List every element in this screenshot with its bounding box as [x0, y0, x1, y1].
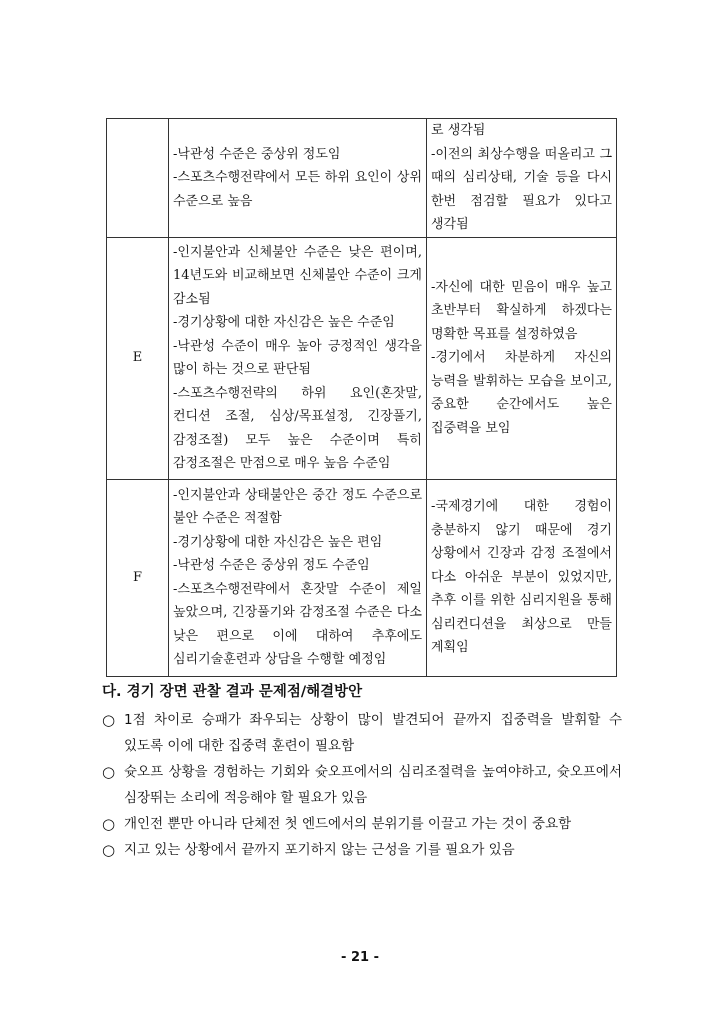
list-item — [102, 837, 622, 863]
list-item-text: 슛오프 상황을 경험하는 기회와 슛오프에서의 심리조절력을 높여야하고, 슛오프에서 심장뛰는 소리에 적응해야 할 필요가 있음 — [124, 764, 622, 806]
table-row — [107, 479, 617, 676]
analysis-line: -경기상황에 대한 자신감은 높은 수준임 — [173, 315, 395, 330]
analysis-line: -인지불안과 신체불안 수준은 낮은 편이며, 14년도와 비교해보면 신체불안 수준이 크게 감소됨 — [173, 244, 422, 307]
list-item-text: 개인전 뿐만 아니라 단체전 첫 엔드에서의 분위기를 이끌고 가는 것이 중요함 — [124, 816, 572, 832]
list-item-text: 1점 차이로 승패가 좌우되는 상황이 많이 발견되어 끝까지 집중력을 발휘할 수 있도록 이에 대한 집중력 훈련이 필요함 — [124, 712, 622, 754]
circle-bullet-icon: ○ — [102, 841, 116, 859]
list-item — [102, 707, 622, 759]
evaluation-table — [106, 118, 617, 677]
circle-bullet-icon: ○ — [102, 815, 116, 833]
section-title: 다. 경기 장면 관찰 결과 문제점/해결방안 — [102, 684, 363, 700]
list-item — [102, 811, 622, 837]
analysis-line: -경기상황에 대한 자신감은 높은 편임 — [173, 534, 383, 550]
grade-cell: F — [107, 479, 169, 676]
page-number: - 21 - — [341, 950, 379, 965]
analysis-line: -스포츠수행전략에서 모든 하위 요인이 상위 수준으로 높음 — [173, 170, 422, 209]
analysis-line: -낙관성 수준은 중상위 정도 수준임 — [173, 558, 370, 573]
comment-line: -자신에 대한 믿음이 매우 높고 초반부터 확실하게 하겠다는 명확한 목표를 설정하였음 — [431, 279, 612, 342]
table-row — [107, 119, 617, 238]
grade-cell — [107, 119, 169, 238]
circle-bullet-icon: ○ — [102, 763, 116, 781]
comment-cell — [427, 119, 617, 238]
analysis-cell — [169, 119, 427, 238]
analysis-cell — [169, 237, 427, 479]
analysis-line: -스포츠수행전략의 하위 요인(혼잣말, 컨디션 조절, 심상/목표설정, 긴장풀기, 감정조절) 모두 높은 수준이며 특히 감정조절은 만점으로 매우 높음 수준임 — [173, 385, 422, 471]
analysis-line: -인지불안과 상태불안은 중간 정도 수준으로 불안 수준은 적절함 — [173, 487, 422, 526]
circle-bullet-icon: ○ — [102, 711, 116, 729]
comment-line: -이전의 최상수행을 떠올리고 그 때의 심리상태, 기술 등을 다시 한번 점검할 필요가 있다고 생각됨 — [431, 146, 612, 232]
comment-line: -국제경기에 대한 경험이 충분하지 않기 때문에 경기 상황에서 긴장과 감정 조절에서 다소 아쉬운 부분이 있었지만, 추후 이를 위한 심리지원을 통해 심리컨디션을 최상으로 만들 계획임 — [431, 499, 612, 656]
analysis-line: -스포츠수행전략에서 혼잣말 수준이 제일 높았으며, 긴장풀기와 감정조절 수준은 다소 낮은 편으로 이에 대하여 추후에도 심리기술훈련과 상담을 수행할 예정임 — [173, 581, 422, 667]
list-item-text: 지고 있는 상황에서 끝까지 포기하지 않는 근성을 기를 필요가 있음 — [124, 842, 515, 858]
list-item — [102, 759, 622, 811]
comment-cell — [427, 479, 617, 676]
comment-line: -경기에서 차분하게 자신의 능력을 발휘하는 모습을 보이고, 중요한 순간에서도 높은 집중력을 보임 — [431, 350, 612, 436]
analysis-cell — [169, 479, 427, 676]
comment-line: 로 생각됨 — [431, 123, 486, 138]
grade-cell: E — [107, 237, 169, 479]
comment-cell — [427, 237, 617, 479]
observation-section — [102, 680, 622, 863]
table-row — [107, 237, 617, 479]
analysis-line: -낙관성 수준이 매우 높아 긍정적인 생각을 많이 하는 것으로 판단됨 — [173, 338, 422, 377]
analysis-line: -낙관성 수준은 중상위 정도임 — [173, 146, 341, 162]
